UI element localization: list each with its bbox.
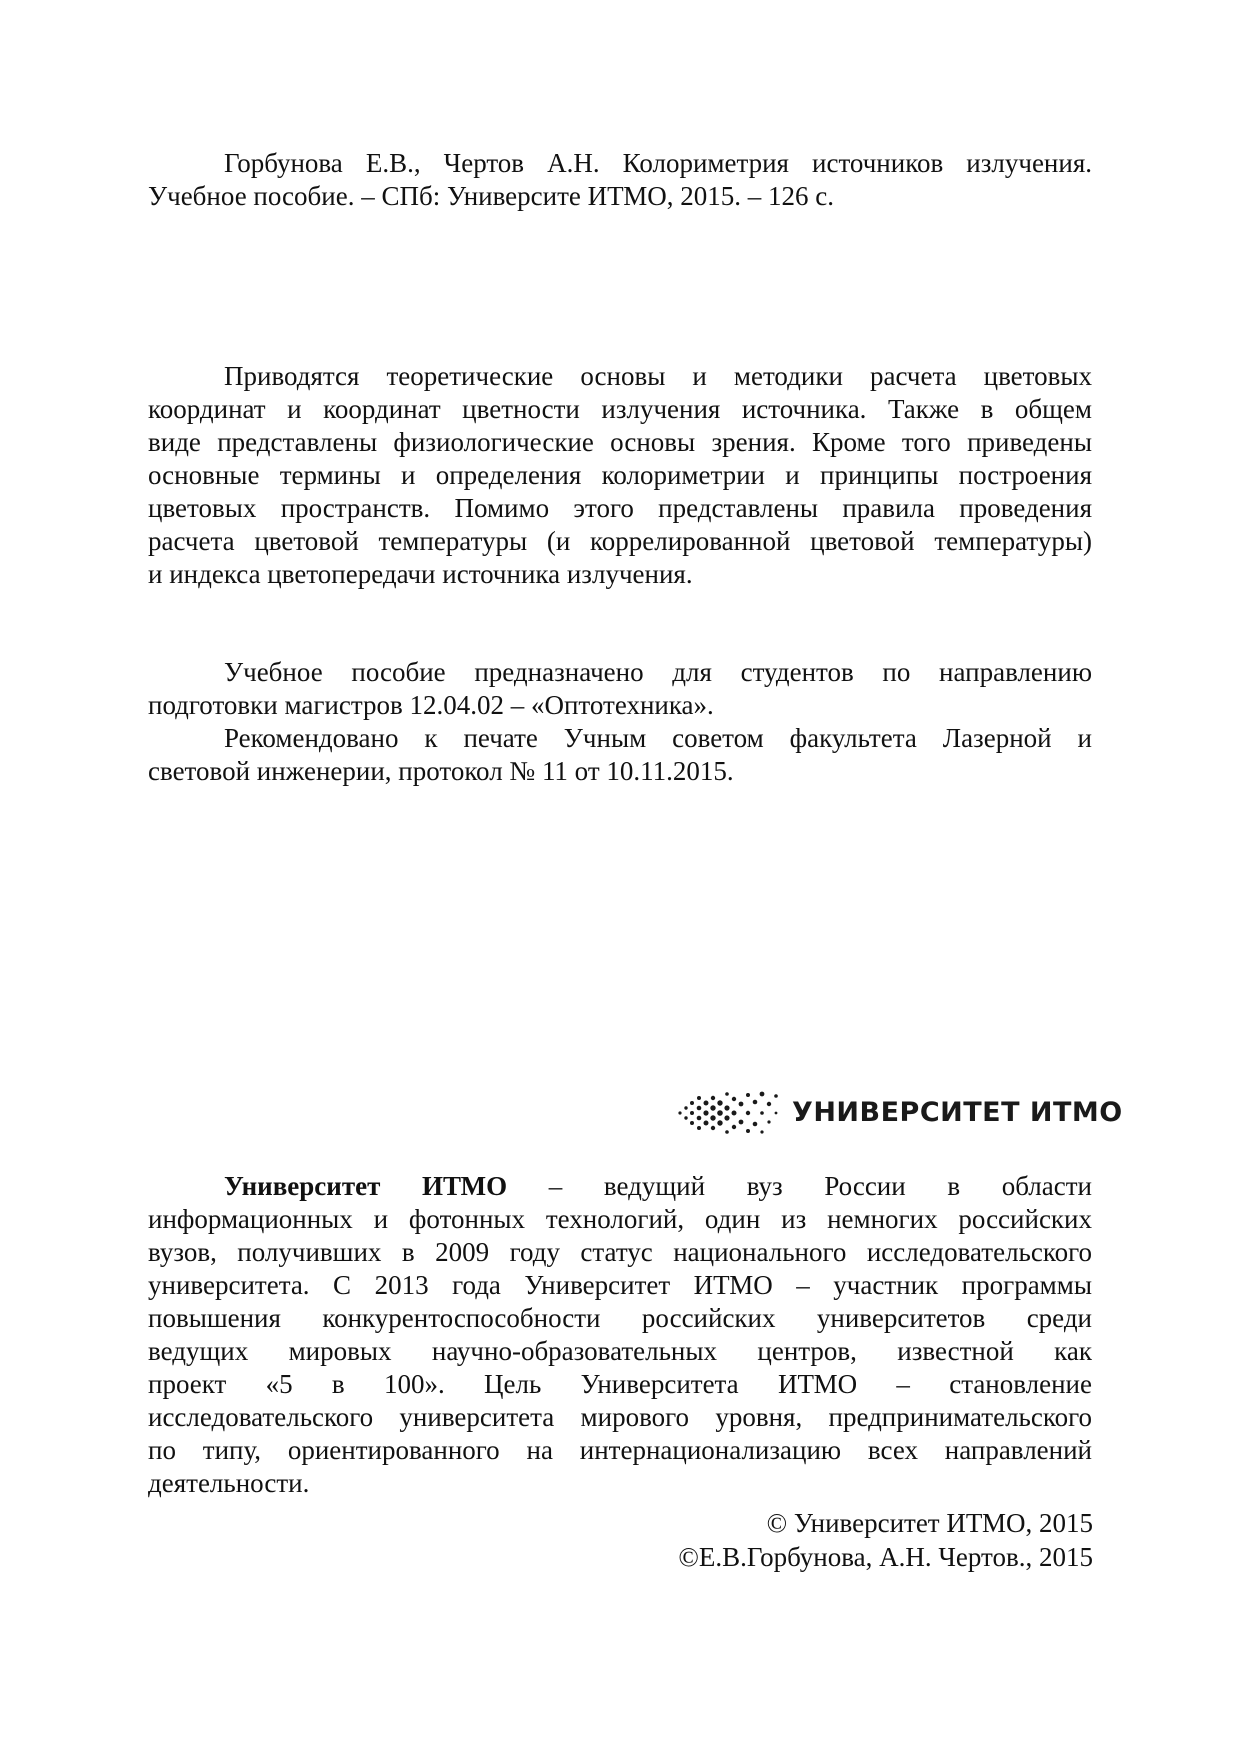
copyright-university: © Университет ИТМО, 2015: [766, 1508, 1093, 1538]
bibliographic-line-1: Горбунова Е.В., Чертов А.Н. Колориметрия источников излучения.: [224, 148, 1092, 178]
about-line: по типу, ориентированного на интернационализацию всех направлений: [148, 1435, 1092, 1465]
itmo-dots-logo-icon: [676, 1090, 786, 1136]
abstract-line: Приводятся теоретические основы и методики расчета цветовых: [224, 361, 1092, 391]
about-line: повышения конкурентоспособности российских университетов среди: [148, 1303, 1092, 1333]
bibliographic-line-2: Учебное пособие. – СПб: Университе ИТМО, 2015. – 126 с.: [148, 181, 835, 211]
recommendation-line: световой инженерии, протокол № 11 от 10.11.2015.: [148, 756, 734, 786]
abstract-line: основные термины и определения колориметрии и принципы построения: [148, 460, 1092, 490]
abstract-line: и индекса цветопередачи источника излучения.: [148, 559, 693, 589]
purpose-paragraph: [148, 656, 1092, 788]
itmo-logo: [676, 1090, 1123, 1136]
abstract-line: виде представлены физиологические основы зрения. Кроме того приведены: [148, 427, 1092, 457]
purpose-line: Учебное пособие предназначено для студентов по направлению: [224, 657, 1092, 687]
about-line: ведущих мировых научно-образовательных центров, известной как: [148, 1336, 1092, 1366]
about-line: университета. С 2013 года Университет ИТМО – участник программы: [148, 1270, 1092, 1300]
about-paragraph: [148, 1170, 1092, 1500]
about-line: деятельности.: [148, 1468, 310, 1498]
logo-text: УНИВЕРСИТЕТ ИТМО: [792, 1097, 1123, 1128]
about-lead-rest: – ведущий вуз России в области: [507, 1171, 1092, 1201]
abstract-paragraph: [148, 360, 1092, 591]
about-line: информационных и фотонных технологий, один из немногих российских: [148, 1204, 1092, 1234]
purpose-line: подготовки магистров 12.04.02 – «Оптотехника».: [148, 690, 714, 720]
abstract-line: цветовых пространств. Помимо этого представлены правила проведения: [148, 493, 1092, 523]
abstract-line: расчета цветовой температуры (и коррелированной цветовой температуры): [148, 526, 1092, 556]
copyright-authors: ©Е.В.Горбунова, А.Н. Чертов., 2015: [678, 1542, 1093, 1572]
recommendation-line: Рекомендовано к печате Учным советом факультета Лазерной и: [224, 723, 1092, 753]
about-bold-lead: Университет ИТМО: [224, 1171, 508, 1201]
about-line-lead: [148, 1170, 1092, 1203]
about-line: проект «5 в 100». Цель Университета ИТМО – становление: [148, 1369, 1092, 1399]
bibliographic-record: [148, 147, 1092, 213]
about-line: вузов, получивших в 2009 году статус национального исследовательского: [148, 1237, 1092, 1267]
abstract-line: координат и координат цветности излучения источника. Также в общем: [148, 394, 1092, 424]
about-line: исследовательского университета мирового уровня, предпринимательского: [148, 1402, 1092, 1432]
